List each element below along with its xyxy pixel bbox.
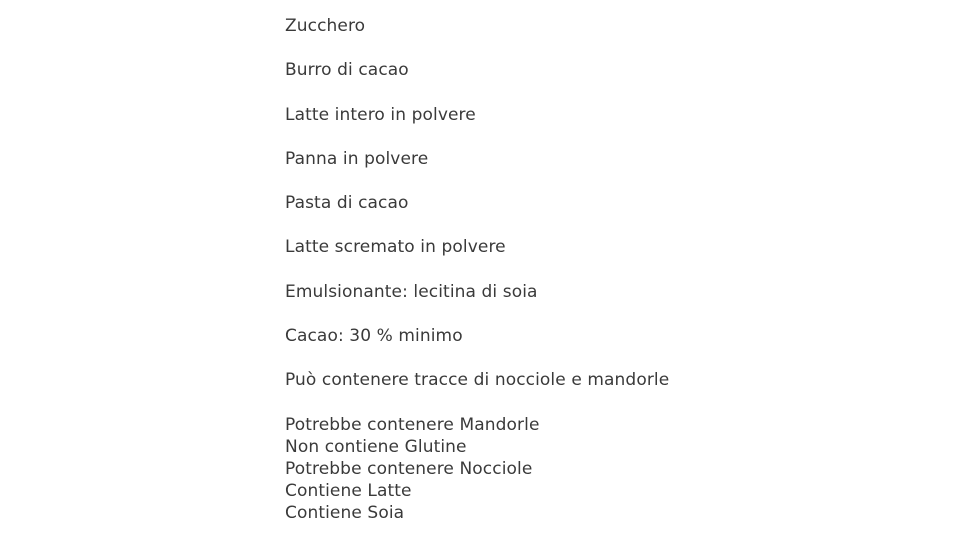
allergen-list [285, 414, 845, 525]
ingredient-item: Pasta di cacao [285, 193, 409, 214]
ingredient-item: Emulsionante: lecitina di soia [285, 281, 538, 302]
allergen-item: Contiene Soia [285, 503, 405, 524]
ingredient-item: Latte intero in polvere [285, 104, 476, 125]
ingredient-item: Panna in polvere [285, 148, 429, 169]
ingredients-panel [285, 15, 845, 525]
ingredient-item: Zucchero [285, 16, 366, 36]
allergen-item: Non contiene Glutine [285, 436, 467, 457]
ingredient-item: Latte scremato in polvere [285, 237, 506, 258]
ingredient-item: Burro di cacao [285, 60, 409, 81]
trace-warning: Può contenere tracce di nocciole e mandorle [285, 370, 670, 391]
allergen-item: Contiene Latte [285, 481, 412, 502]
allergen-item: Potrebbe contenere Mandorle [285, 414, 540, 435]
ingredient-item: Cacao: 30 % minimo [285, 326, 463, 347]
allergen-item: Potrebbe contenere Nocciole [285, 459, 533, 480]
ingredient-list [285, 15, 845, 391]
